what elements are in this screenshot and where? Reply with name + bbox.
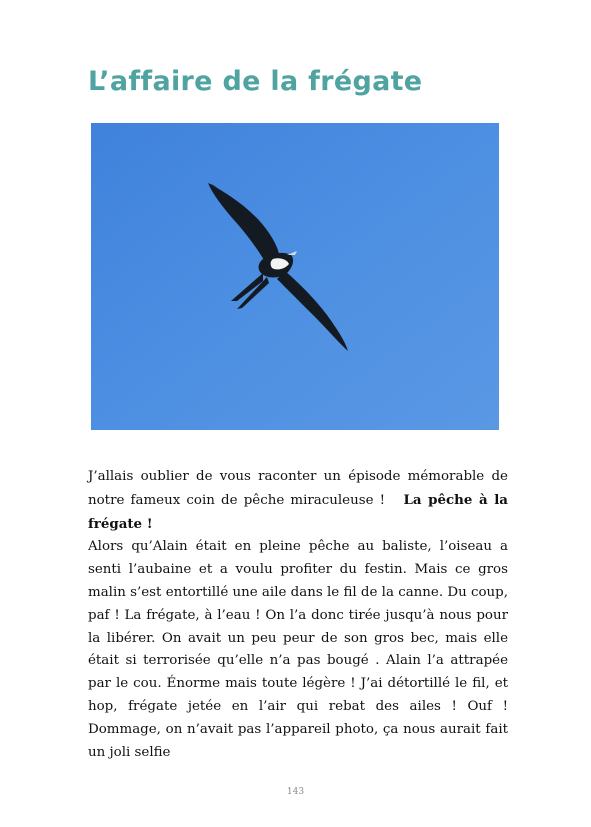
paragraph-intro [88,466,508,536]
page-number: 143 [286,787,305,797]
frigatebird-image [91,123,499,430]
story-text [88,466,508,764]
sky-background [91,123,499,430]
intro-text: J’allais oublier de vous raconter un épisode mémorable de notre fameux coin de pêche miraculeuse ! [88,469,508,508]
paragraph-story: Alors qu’Alain était en pleine pêche au baliste, l’oiseau a senti l’aubaine et a voulu profiter du festin. Mais ce gros malin s’est entortillé une aile dans le fil de la canne. Du coup, paf ! La frégate, à l’eau ! On l’a donc tirée jusqu’à nous pour la libérer. On avait un peu peur de son gros bec, mais elle était si terrorisée qu’elle n’a pas bougé . Alain l’a attrapée par le cou. Énorme mais toute légère ! J’ai détortillé le fil, et hop, frégate jetée en l’air qui rebat des ailes ! Ouf ! Dommage, on n’avait pas l’appareil photo, ça nous aurait fait un joli selfie [88,539,508,760]
page-title: L’affaire de la frégate [88,66,423,97]
frigatebird-photo [91,123,499,430]
emphasis-text: La pêche à la frégate ! [88,491,508,532]
